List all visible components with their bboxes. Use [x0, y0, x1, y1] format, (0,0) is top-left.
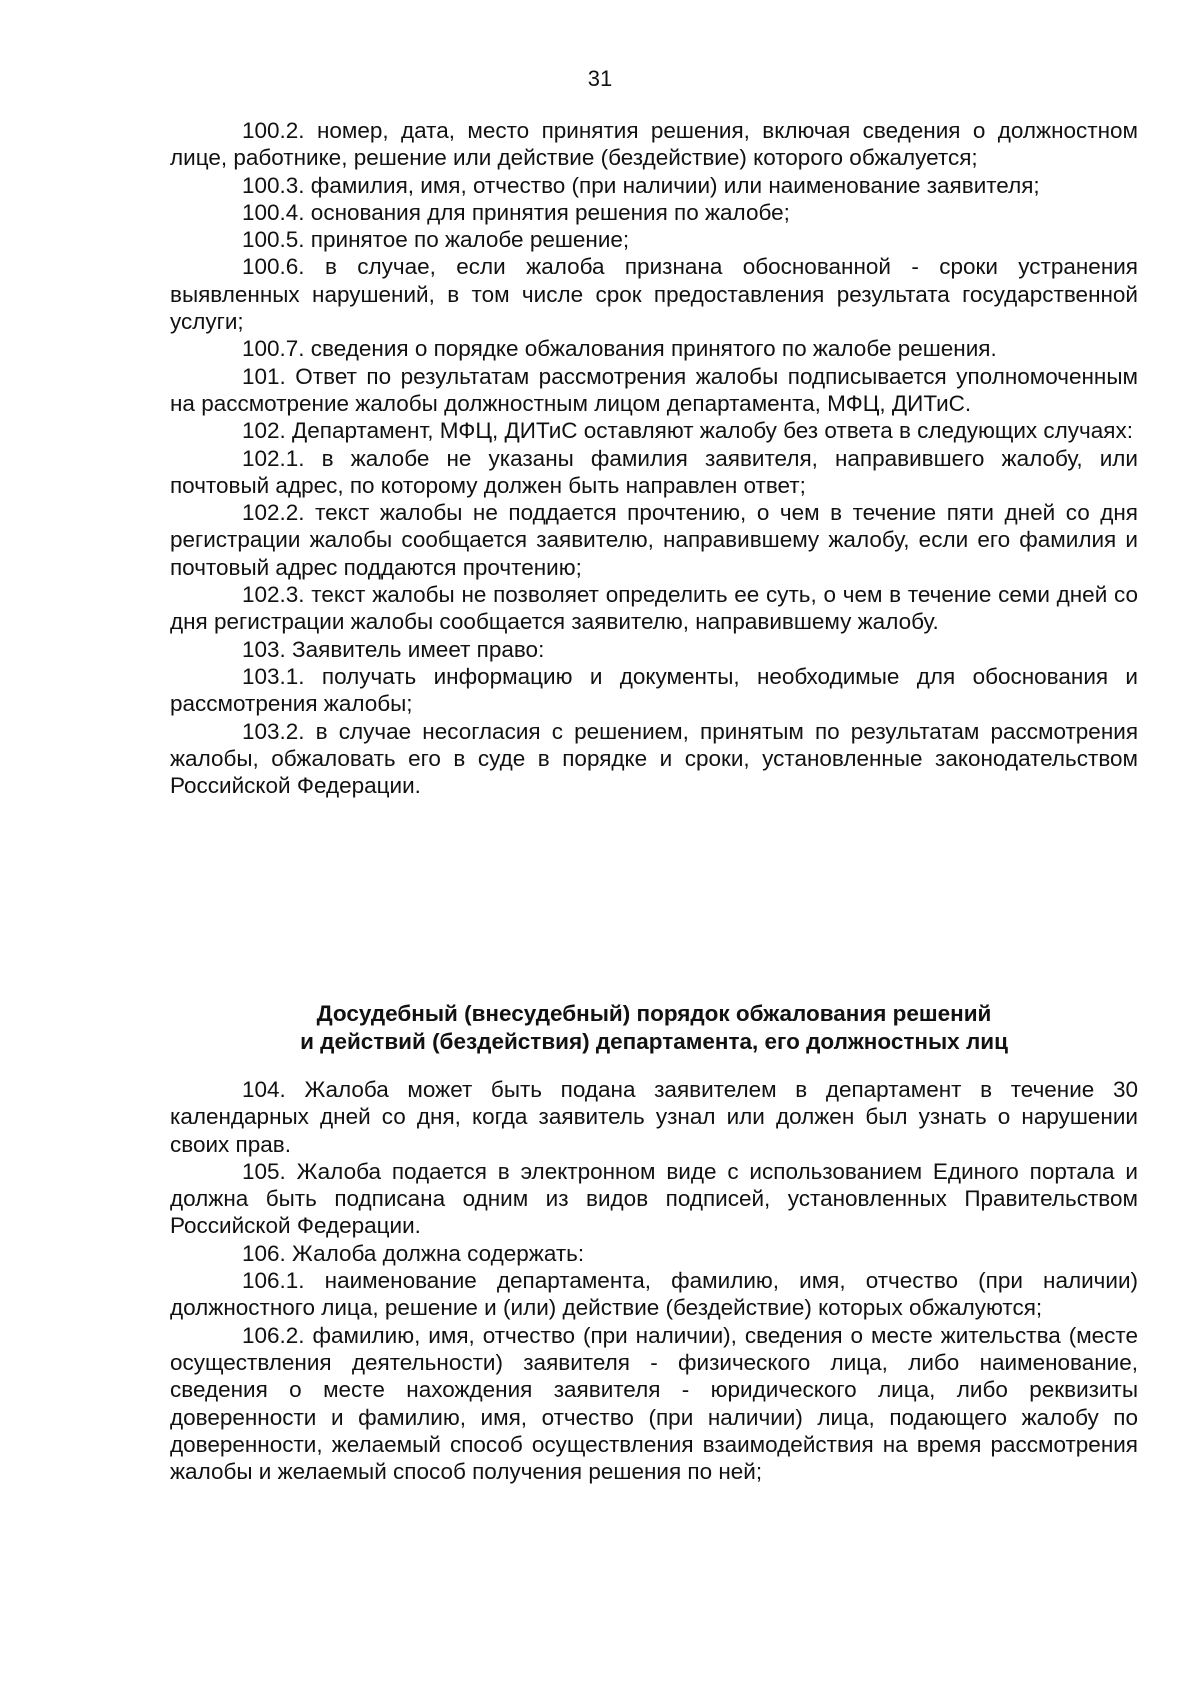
body-text-top [170, 117, 1138, 799]
paragraph-101: 101. Ответ по результатам рассмотрения жалобы подписывается уполномоченным на рассмотрение жалобы должностным лицом департамента, МФЦ, ДИТиС. [170, 363, 1138, 416]
paragraph-102: 102. Департамент, МФЦ, ДИТиС оставляют жалобу без ответа в следующих случаях: [242, 418, 1133, 444]
paragraph-103: 103. Заявитель имеет право: [242, 636, 545, 662]
body-text-bottom [170, 1076, 1138, 1485]
paragraph-100-6: 100.6. в случае, если жалоба признана обоснованной - сроки устранения выявленных нарушений, в том числе срок предоставления результата государственной услуги; [170, 254, 1138, 335]
paragraph-103-2: 103.2. в случае несогласия с решением, принятым по результатам рассмотрения жалобы, обжаловать его в суде в порядке и сроки, установленные законодательством Российской Федерации. [170, 718, 1138, 799]
paragraph-105: 105. Жалоба подается в электронном виде с использованием Единого портала и должна быть подписана одним из видов подписей, установленных Правительством Российской Федерации. [170, 1158, 1138, 1239]
paragraph-102-3: 102.3. текст жалобы не позволяет определить ее суть, о чем в течение семи дней со дня регистрации жалобы сообщается заявителю, направившему жалобу. [170, 582, 1138, 635]
paragraph-106: 106. Жалоба должна содержать: [242, 1240, 585, 1266]
paragraph-100-4: 100.4. основания для принятия решения по жалобе; [242, 199, 790, 225]
section-heading-line-2: и действий (бездействия) департамента, его должностных лиц [300, 1029, 1008, 1054]
paragraph-100-2: 100.2. номер, дата, место принятия решения, включая сведения о должностном лице, работнике, решение или действие (бездействие) которого обжалуется; [170, 118, 1138, 171]
paragraph-106-2: 106.2. фамилию, имя, отчество (при наличии), сведения о месте жительства (месте осуществления деятельности) заявителя - физического лица, либо наименование, сведения о месте нахождения заявителя - юридического лица, либо реквизиты доверенности и фамилию, имя, отчество (при наличии) лица, подающего жалобу по доверенности, желаемый способ осуществления взаимодействия на время рассмотрения жалобы и желаемый способ получения решения по ней; [170, 1322, 1138, 1485]
paragraph-100-7: 100.7. сведения о порядке обжалования принятого по жалобе решения. [242, 336, 997, 362]
paragraph-100-5: 100.5. принятое по жалобе решение; [242, 227, 630, 253]
section-heading [170, 1000, 1138, 1056]
paragraph-100-3: 100.3. фамилия, имя, отчество (при наличии) или наименование заявителя; [242, 172, 1040, 198]
paragraph-104: 104. Жалоба может быть подана заявителем в департамент в течение 30 календарных дней со дня, когда заявитель узнал или должен был узнать о нарушении своих прав. [170, 1077, 1138, 1157]
page-number: 31 [587, 66, 613, 91]
paragraph-106-1: 106.1. наименование департамента, фамилию, имя, отчество (при наличии) должностного лица, решение и (или) действие (бездействие) которых обжалуются; [170, 1268, 1138, 1321]
paragraph-102-1: 102.1. в жалобе не указаны фамилия заявителя, направившего жалобу, или почтовый адрес, по которому должен быть направлен ответ; [170, 445, 1138, 498]
section-heading-line-1: Досудебный (внесудебный) порядок обжалования решений [316, 1001, 992, 1026]
paragraph-103-1: 103.1. получать информацию и документы, необходимые для обоснования и рассмотрения жалобы; [170, 663, 1138, 717]
paragraph-102-2: 102.2. текст жалобы не поддается прочтению, о чем в течение пяти дней со дня регистрации жалобы сообщается заявителю, направившему жалобу, если его фамилия и почтовый адрес поддаются прочтению; [170, 500, 1138, 580]
